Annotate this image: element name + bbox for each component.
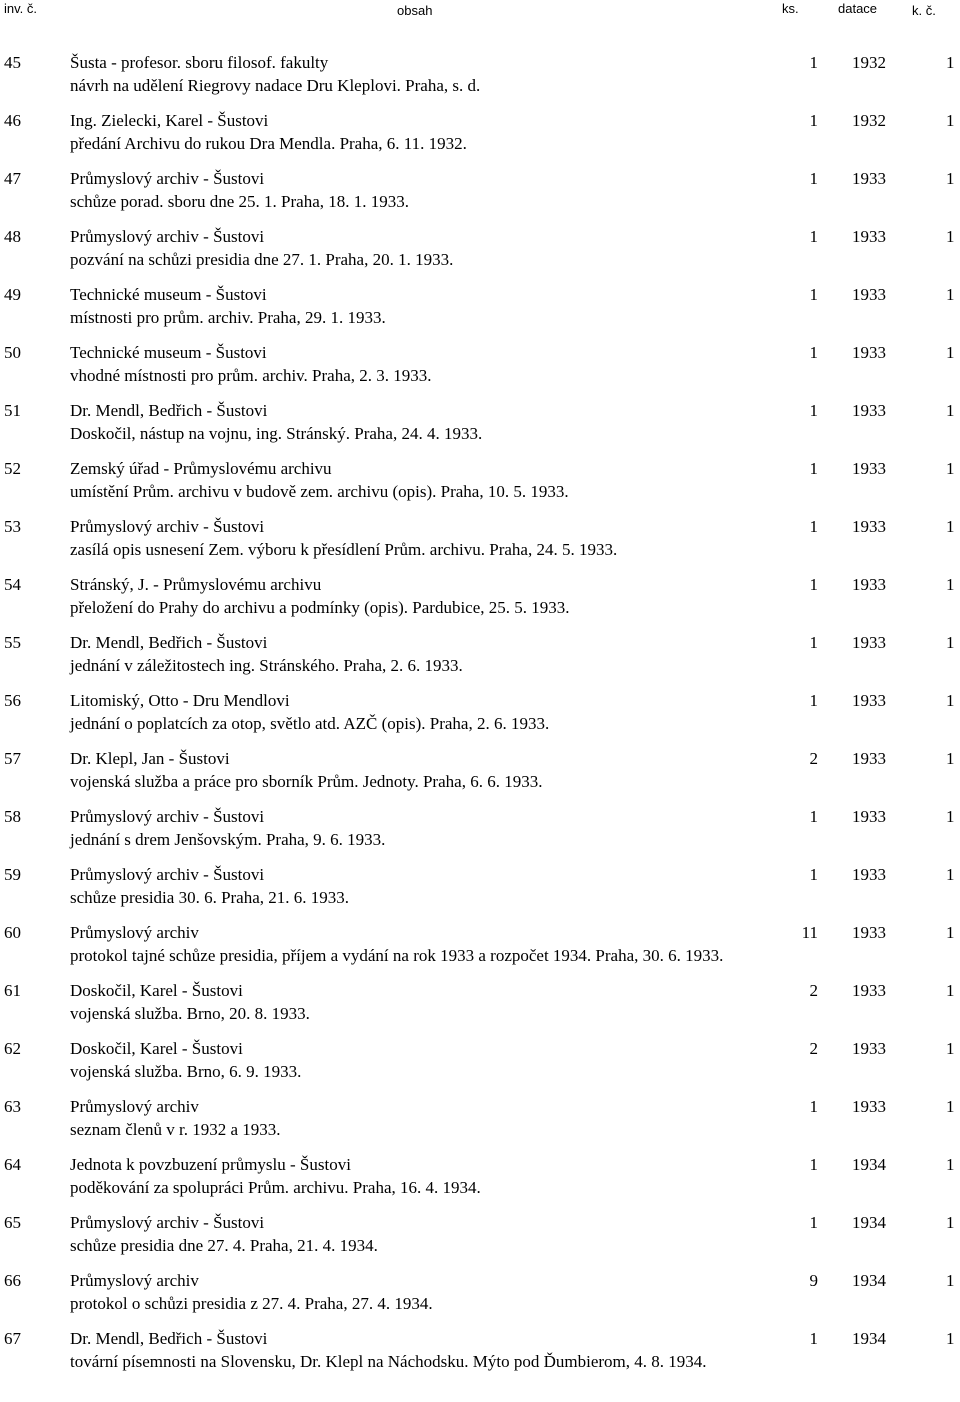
entry-year: 1932 [852,53,886,72]
inventory-entry [0,457,960,503]
entry-pieces: 1 [809,169,818,188]
entry-number: 58 [4,807,21,826]
entry-title: Průmyslový archiv [70,1097,199,1116]
entry-pieces: 1 [809,691,818,710]
entry-year: 1933 [852,1097,886,1116]
entry-year: 1933 [852,227,886,246]
entry-year: 1933 [852,575,886,594]
entry-title: Průmyslový archiv [70,1271,199,1290]
inventory-entry [0,1211,960,1257]
entry-box-number: 1 [946,633,955,652]
entry-description: předání Archivu do rukou Dra Mendla. Praha, 6. 11. 1932. [70,134,467,153]
entry-pieces: 1 [809,807,818,826]
entry-box-number: 1 [946,1097,955,1116]
entry-year: 1933 [852,865,886,884]
entry-number: 56 [4,691,21,710]
entry-number: 52 [4,459,21,478]
entry-description: Doskočil, nástup na vojnu, ing. Stránský. Praha, 24. 4. 1933. [70,424,483,443]
entry-year: 1933 [852,981,886,1000]
entry-description: poděkování za spolupráci Prům. archivu. Praha, 16. 4. 1934. [70,1178,481,1197]
entry-box-number: 1 [946,923,955,942]
entry-year: 1933 [852,517,886,536]
entry-year: 1933 [852,459,886,478]
entry-box-number: 1 [946,1213,955,1232]
inventory-entry [0,167,960,213]
entry-box-number: 1 [946,517,955,536]
entry-year: 1933 [852,1039,886,1058]
entry-number: 50 [4,343,21,362]
entry-pieces: 1 [809,111,818,130]
entry-box-number: 1 [946,111,955,130]
entry-title: Šusta - profesor. sboru filosof. fakulty [70,53,329,72]
entry-number: 55 [4,633,21,652]
entry-year: 1933 [852,401,886,420]
inventory-entry [0,573,960,619]
entry-box-number: 1 [946,285,955,304]
entry-year: 1933 [852,691,886,710]
entry-year: 1933 [852,923,886,942]
entry-description: protokol o schůzi presidia z 27. 4. Praha, 27. 4. 1934. [70,1294,433,1313]
entry-title: Průmyslový archiv [70,923,199,942]
entry-box-number: 1 [946,1155,955,1174]
entry-description: schůze porad. sboru dne 25. 1. Praha, 18. 1. 1933. [70,192,409,211]
entry-description: místnosti pro prům. archiv. Praha, 29. 1. 1933. [70,308,386,327]
entry-number: 53 [4,517,21,536]
entry-number: 65 [4,1213,21,1232]
entry-description: zasílá opis usnesení Zem. výboru k přesídlení Prům. archivu. Praha, 24. 5. 1933. [70,540,618,559]
entry-box-number: 1 [946,169,955,188]
header-content: obsah [397,3,433,18]
entry-year: 1933 [852,285,886,304]
entry-description: vojenská služba. Brno, 20. 8. 1933. [70,1004,310,1023]
entry-number: 67 [4,1329,21,1348]
entry-year: 1934 [852,1155,886,1174]
inventory-entry [0,979,960,1025]
entry-pieces: 1 [809,1329,818,1348]
entry-title: Technické museum - Šustovi [70,343,267,362]
inventory-entry [0,109,960,155]
entry-pieces: 1 [809,1097,818,1116]
entry-title: Průmyslový archiv - Šustovi [70,865,265,884]
entry-title: Průmyslový archiv - Šustovi [70,517,265,536]
entry-description: vojenská služba a práce pro sborník Prům. Jednoty. Praha, 6. 6. 1933. [70,772,543,791]
entry-title: Ing. Zielecki, Karel - Šustovi [70,111,269,130]
inventory-entry [0,225,960,271]
entry-description: protokol tajné schůze presidia, příjem a vydání na rok 1933 a rozpočet 1934. Praha, 30. 6. 1933. [70,946,724,965]
entry-year: 1932 [852,111,886,130]
entry-title: Litomiský, Otto - Dru Mendlovi [70,691,290,710]
entry-pieces: 1 [809,285,818,304]
entry-box-number: 1 [946,53,955,72]
inventory-list [0,51,960,1385]
inventory-entry [0,1095,960,1141]
entry-box-number: 1 [946,1039,955,1058]
entry-description: schůze presidia dne 27. 4. Praha, 21. 4. 1934. [70,1236,378,1255]
entry-number: 47 [4,169,21,188]
entry-description: jednání s drem Jenšovským. Praha, 9. 6. 1933. [70,830,386,849]
entry-pieces: 1 [809,1155,818,1174]
entry-title: Technické museum - Šustovi [70,285,267,304]
inventory-entry [0,689,960,735]
entry-box-number: 1 [946,1271,955,1290]
entry-description: seznam členů v r. 1932 a 1933. [70,1120,281,1139]
entry-box-number: 1 [946,807,955,826]
entry-year: 1934 [852,1271,886,1290]
entry-number: 48 [4,227,21,246]
entry-title: Stránský, J. - Průmyslovému archivu [70,575,322,594]
inventory-entry [0,1153,960,1199]
entry-pieces: 1 [809,53,818,72]
entry-box-number: 1 [946,343,955,362]
entry-title: Zemský úřad - Průmyslovému archivu [70,459,332,478]
inventory-entry [0,805,960,851]
entry-pieces: 1 [809,865,818,884]
entry-pieces: 1 [809,575,818,594]
entry-number: 49 [4,285,21,304]
entry-description: tovární písemnosti na Slovensku, Dr. Klepl na Náchodsku. Mýto pod Ďumbierom, 4. 8. 1934. [70,1352,707,1371]
entry-pieces: 1 [809,517,818,536]
entry-number: 51 [4,401,21,420]
entry-year: 1933 [852,169,886,188]
entry-box-number: 1 [946,981,955,1000]
entry-title: Jednota k povzbuzení průmyslu - Šustovi [70,1155,351,1174]
entry-pieces: 2 [809,981,818,1000]
entry-description: jednání o poplatcích za otop, světlo atd. AZČ (opis). Praha, 2. 6. 1933. [70,714,550,733]
entry-box-number: 1 [946,401,955,420]
entry-title: Doskočil, Karel - Šustovi [70,1039,243,1058]
entry-number: 54 [4,575,21,594]
entry-year: 1933 [852,749,886,768]
entry-pieces: 1 [809,227,818,246]
inventory-entry [0,863,960,909]
entry-year: 1933 [852,343,886,362]
entry-number: 57 [4,749,21,768]
entry-pieces: 2 [809,1039,818,1058]
entry-box-number: 1 [946,459,955,478]
entry-pieces: 2 [809,749,818,768]
entry-number: 46 [4,111,21,130]
entry-title: Průmyslový archiv - Šustovi [70,227,265,246]
entry-year: 1933 [852,633,886,652]
inventory-entry [0,283,960,329]
entry-pieces: 11 [801,923,818,942]
entry-number: 59 [4,865,21,884]
entry-box-number: 1 [946,227,955,246]
entry-box-number: 1 [946,865,955,884]
entry-title: Průmyslový archiv - Šustovi [70,1213,265,1232]
entry-year: 1934 [852,1329,886,1348]
entry-number: 66 [4,1271,21,1290]
header-inventory-number: inv. č. [4,1,37,16]
entry-number: 60 [4,923,21,942]
header-box-number: k. č. [912,3,936,18]
inventory-entry [0,631,960,677]
entry-title: Dr. Mendl, Bedřich - Šustovi [70,633,268,652]
header-pieces: ks. [782,1,799,16]
entry-box-number: 1 [946,749,955,768]
column-header-row [0,0,960,22]
entry-box-number: 1 [946,575,955,594]
entry-pieces: 1 [809,343,818,362]
entry-pieces: 1 [809,1213,818,1232]
entry-description: návrh na udělení Riegrovy nadace Dru Kleplovi. Praha, s. d. [70,76,481,95]
entry-pieces: 1 [809,459,818,478]
entry-pieces: 1 [809,633,818,652]
entry-title: Dr. Klepl, Jan - Šustovi [70,749,230,768]
entry-pieces: 1 [809,401,818,420]
inventory-entry [0,1327,960,1373]
entry-description: vojenská služba. Brno, 6. 9. 1933. [70,1062,302,1081]
entry-number: 62 [4,1039,21,1058]
inventory-entry [0,399,960,445]
entry-title: Dr. Mendl, Bedřich - Šustovi [70,401,268,420]
entry-description: vhodné místnosti pro prům. archiv. Praha, 2. 3. 1933. [70,366,432,385]
entry-year: 1934 [852,1213,886,1232]
entry-title: Dr. Mendl, Bedřich - Šustovi [70,1329,268,1348]
entry-year: 1933 [852,807,886,826]
inventory-entry [0,1269,960,1315]
inventory-entry [0,51,960,97]
entry-box-number: 1 [946,1329,955,1348]
entry-number: 61 [4,981,21,1000]
entry-title: Průmyslový archiv - Šustovi [70,807,265,826]
entry-title: Doskočil, Karel - Šustovi [70,981,243,1000]
entry-description: schůze presidia 30. 6. Praha, 21. 6. 1933. [70,888,350,907]
entry-box-number: 1 [946,691,955,710]
inventory-entry [0,921,960,967]
entry-number: 45 [4,53,21,72]
inventory-entry [0,515,960,561]
entry-number: 64 [4,1155,21,1174]
entry-number: 63 [4,1097,21,1116]
entry-pieces: 9 [809,1271,818,1290]
entry-description: umístění Prům. archivu v budově zem. archivu (opis). Praha, 10. 5. 1933. [70,482,569,501]
entry-description: pozvání na schůzi presidia dne 27. 1. Praha, 20. 1. 1933. [70,250,454,269]
inventory-entry [0,747,960,793]
entry-description: přeložení do Prahy do archivu a podmínky (opis). Pardubice, 25. 5. 1933. [70,598,570,617]
entry-description: jednání v záležitostech ing. Stránského. Praha, 2. 6. 1933. [70,656,463,675]
inventory-entry [0,1037,960,1083]
header-dating: datace [838,1,878,16]
inventory-entry [0,341,960,387]
entry-title: Průmyslový archiv - Šustovi [70,169,265,188]
